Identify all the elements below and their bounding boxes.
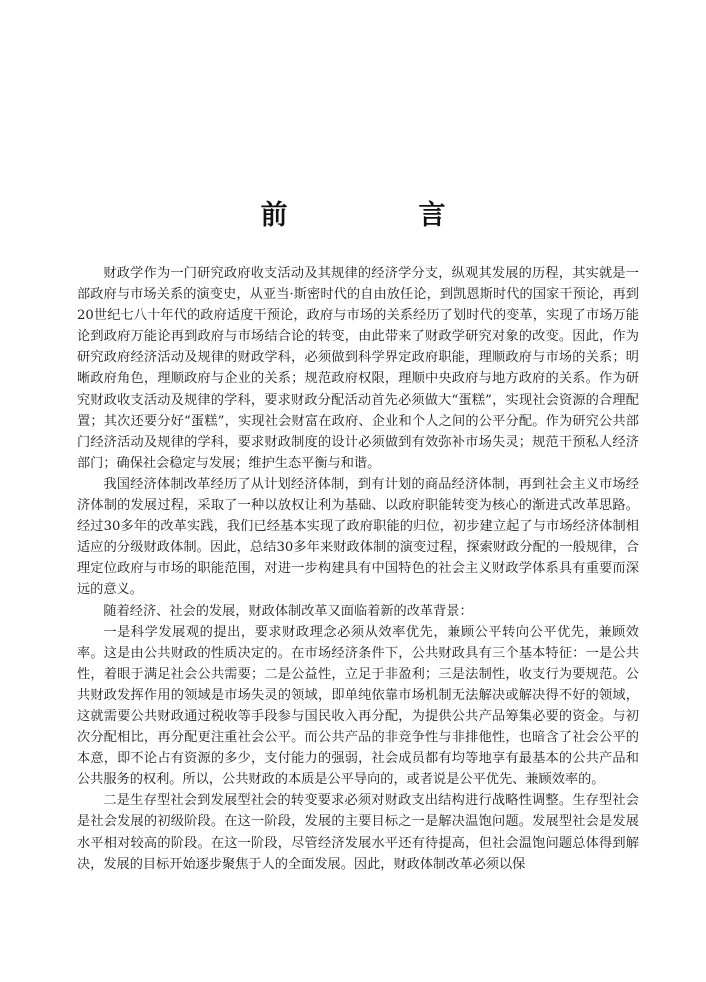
paragraph: 财政学作为一门研究政府收支活动及其规律的经济学分支，纵观其发展的历程，其实就是一部政府与市场关系的演变史，从亚当·斯密时代的自由放任论，到凯恩斯时代的国家干预论，再到20世纪七八十年代的政府适度干预论，政府与市场的关系经历了划时代的变革，实现了市场万能论到政府万能论再到政府与市场结合论的转变，由此带来了财政学研究对象的改变。因此，作为研究政府经济活动及规律的财政学科，必须做到科学界定政府职能，理顺政府与市场的关系；明晰政府角色，理顺政府与企业的关系；规范政府权限，理顺中央政府与地方政府的关系。作为研究财政收支活动及规律的学科，要求财政分配活动首先必须做大“蛋糕”，实现社会资源的合理配置；其次还要分好“蛋糕”，实现社会财富在政府、企业和个人之间的公平分配。作为研究公共部门经济活动及规律的学科，要求财政制度的设计必须做到有效弥补市场失灵；规范干预私人经济部门；确保社会稳定与发展；维护生态平衡与和谐。 bbox=[77, 266, 639, 471]
paragraph: 随着经济、社会的发展，财政体制改革又面临着新的改革背景： bbox=[103, 603, 473, 619]
paragraph: 我国经济体制改革经历了从计划经济体制，到有计划的商品经济体制，再到社会主义市场经济体制的发展过程，采取了一种以放权让利为基础、以政府职能转变为核心的渐进式改革思路。经过30多年的改革实践，我们已经基本实现了政府职能的归位，初步建立起了与市场经济体制相适应的分级财政体制。因此，总结30多年来财政体制的演变过程，探索财政分配的一般规律，合理定位政府与市场的职能范围，对进一步构建具有中国特色的社会主义财政学体系具有重要而深远的意义。 bbox=[77, 476, 639, 598]
paragraph: 一是科学发展观的提出，要求财政理念必须从效率优先，兼顾公平转向公平优先，兼顾效率。这是由公共财政的性质决定的。在市场经济条件下，公共财政具有三个基本特征：一是公共性，着眼于满足社会公共需要；二是公益性，立足于非盈利；三是法制性，收支行为要规范。公共财政发挥作用的领域是市场失灵的领域，即单纯依靠市场机制无法解决或解决得不好的领域，这就需要公共财政通过税收等手段参与国民收入再分配，为提供公共产品筹集必要的资金。与初次分配相比，再分配更注重社会公平。而公共产品的非竞争性与非排他性，也暗含了社会公平的本意，即不论占有资源的多少，支付能力的强弱，社会成员都有均等地享有最基本的公共产品和公共服务的权利。所以，公共财政的本质是公平导向的，或者说是公平优先、兼顾效率的。 bbox=[77, 624, 639, 788]
preface-body bbox=[77, 263, 639, 875]
page-title: 前 言 bbox=[260, 200, 498, 231]
paragraph: 二是生存型社会到发展型社会的转变要求必须对财政支出结构进行战略性调整。生存型社会是社会发展的初级阶段。在这一阶段，发展的主要目标之一是解决温饱问题。发展型社会是发展水平相对较高的阶段。在这一阶段，尽管经济发展水平还有待提高，但社会温饱问题总体得到解决，发展的目标开始逐步聚焦于人的全面发展。因此，财政体制改革必须以保 bbox=[77, 793, 639, 872]
